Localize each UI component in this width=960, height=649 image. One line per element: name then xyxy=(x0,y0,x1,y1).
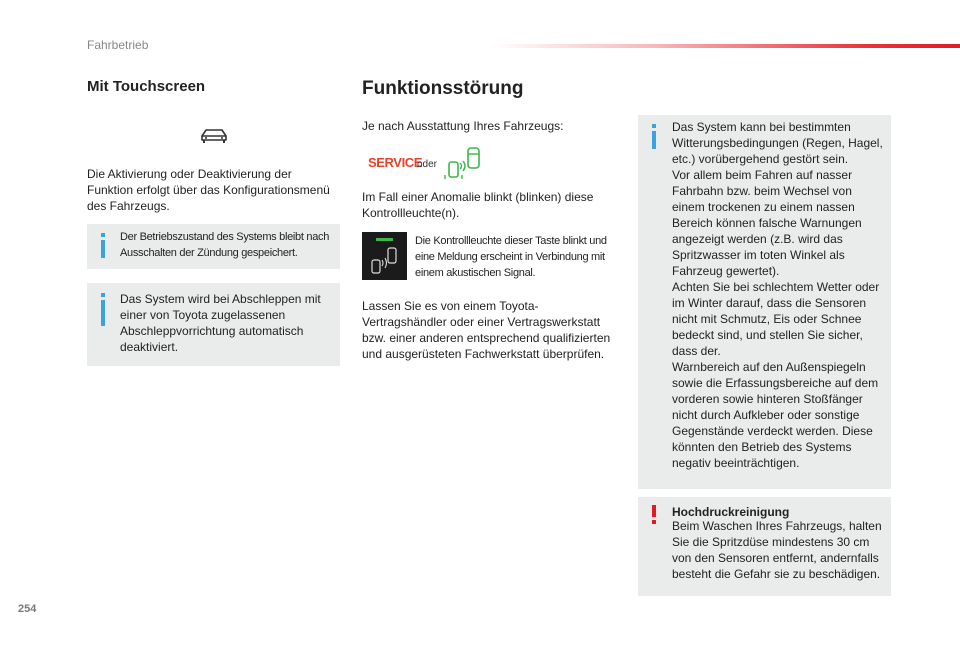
section-label: Fahrbetrieb xyxy=(87,38,149,52)
info-icon xyxy=(101,233,105,237)
warning-note-pressure-washing xyxy=(638,497,891,596)
note-text: Das System kann bei bestimmten Witterungsbedingungen (Regen, Hagel, etc.) vorübergehend gestört sein. Vor allem beim Fahren auf nasser Fahrbahn bzw. beim Wechsel von einem trockenen zu einem nassen Bereich können falsche Warnungen angezeigt werden (z.B. wird das Spritzwasser im toten Winkel als Fahrzeug gewertet). Achten Sie bei schlechtem Wetter oder im Winter darauf, dass die Sensoren nicht mit Schmutz, Eis oder Schnee bedeckt sind, und stellen Sie sicher, dass der. Warnbereich auf den Außenspiegeln sowie die Erfassungsbereiche auf dem vorderen sowie hinteren Stoßfänger nicht durch Aufkleber oder sonstige Gegenstände verdeckt werden. Diese könnten den Betrieb des Systems negativ beeinträchtigen. xyxy=(672,120,883,470)
info-note-weather xyxy=(638,115,891,489)
note-text: Der Betriebszustand des Systems bleibt nach Ausschalten der Zündung gespeichert. xyxy=(120,231,330,259)
heading-touchscreen: Mit Touchscreen xyxy=(87,78,206,95)
warning-title: Hochdruckreinigung xyxy=(672,505,790,519)
info-icon xyxy=(652,124,656,128)
dealer-paragraph: Lassen Sie es von einem Toyota-Vertragshändler oder einer Vertragswerkstatt bzw. einer anderen entsprechend qualifizierten und ausgerüsteten Fachwerkstatt überprüfen. xyxy=(362,299,611,361)
car-icon xyxy=(198,126,230,146)
info-note-towing xyxy=(87,283,340,366)
system-button-icon xyxy=(362,232,407,280)
equipment-intro: Je nach Ausstattung Ihres Fahrzeugs: xyxy=(362,119,564,133)
blind-spot-warning-icon xyxy=(444,145,484,181)
note-text: Das System wird bei Abschleppen mit einer von Toyota zugelassenen Abschleppvorrichtung automatisch deaktiviert. xyxy=(120,292,321,354)
header-accent-bar xyxy=(490,44,960,48)
heading-malfunction: Funktionsstörung xyxy=(362,78,524,99)
or-label: oder xyxy=(417,159,438,170)
info-icon xyxy=(101,293,105,297)
anomaly-paragraph: Im Fall einer Anomalie blinkt (blinken) diese Kontrollleuchte(n). xyxy=(362,190,594,220)
button-note-text: Die Kontrollleuchte dieser Taste blinkt und eine Meldung erscheint in Verbindung mit einem akustischen Signal. xyxy=(415,235,607,279)
page-number: 254 xyxy=(18,603,37,615)
warning-text: Beim Waschen Ihres Fahrzeugs, halten Sie die Spritzdüse mindestens 30 cm von den Sensoren entfernt, andernfalls besteht die Gefahr sie zu beschädigen. xyxy=(672,519,882,581)
service-warning-light: SERVICE xyxy=(368,155,423,170)
info-note-state-saved xyxy=(87,224,340,269)
warning-icon xyxy=(652,505,656,517)
activation-paragraph: Die Aktivierung oder Deaktivierung der Funktion erfolgt über das Konfigurationsmenü des Fahrzeugs. xyxy=(87,167,330,213)
